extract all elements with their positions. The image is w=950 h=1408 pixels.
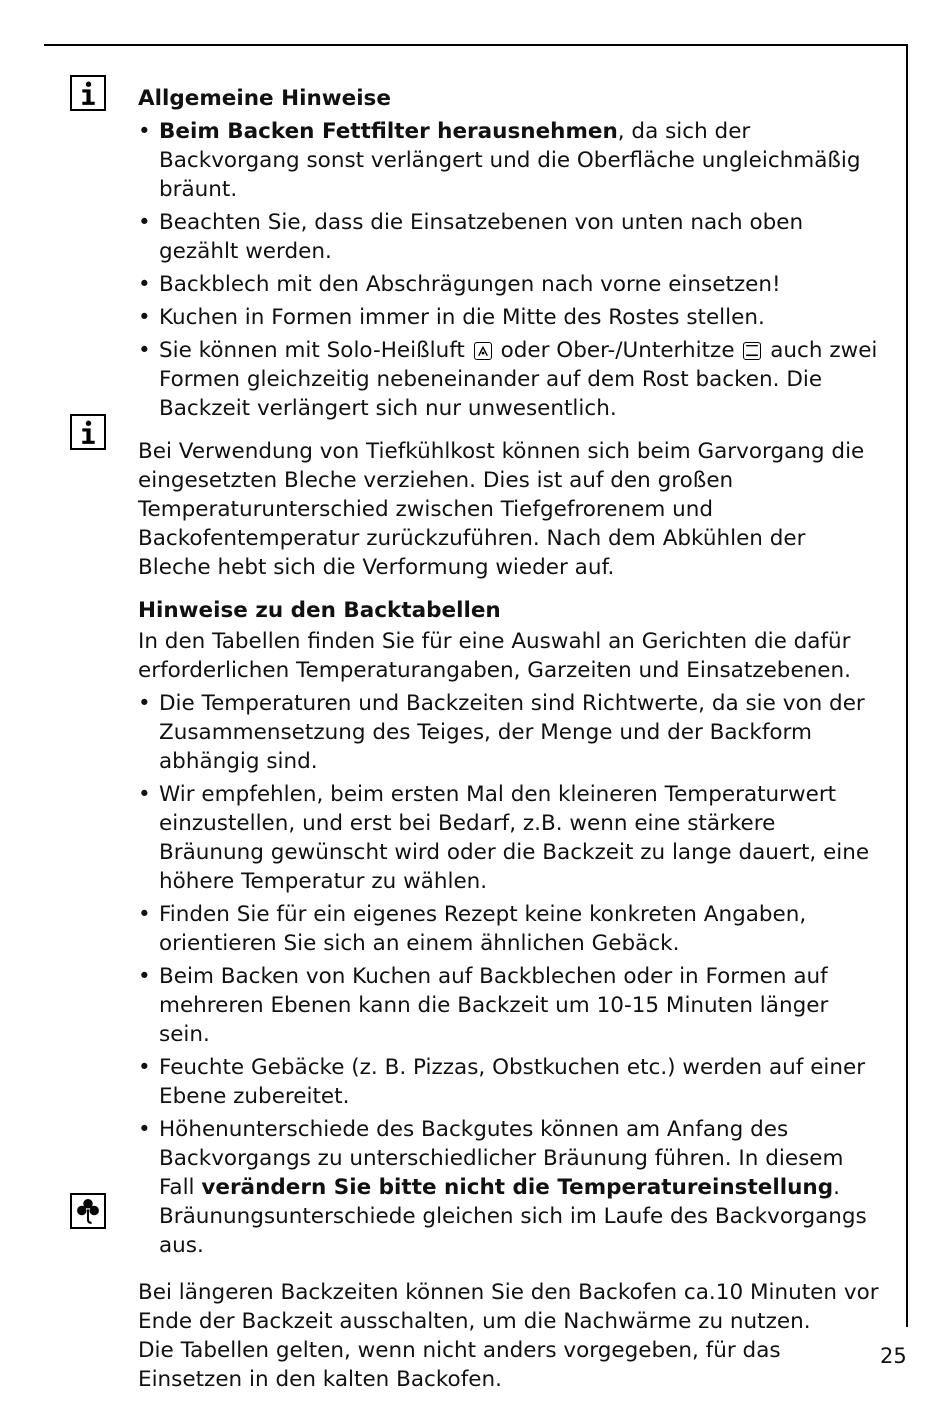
paragraph: Bei Verwendung von Tiefkühlkost können sich beim Garvorgang die eingesetzten Bleche verziehen. Dies ist auf den großen Temperaturunterschied zwischen Tiefgefrorenem und Backofentemperatur zurückzuführen. Nach dem Abkühlen der Bleche hebt sich die Verformung wieder auf. — [138, 439, 865, 580]
list-item — [138, 117, 883, 204]
list-item: • Finden Sie für ein eigenes Rezept keine konkreten Angaben, orientieren Sie sich an einem ähnlichen Gebäck. — [138, 900, 883, 958]
info-icon — [70, 75, 106, 111]
section-heading: Allgemeine Hinweise — [138, 86, 391, 111]
general-notes-section — [138, 84, 883, 423]
right-rule — [906, 44, 908, 1327]
bullet-list — [138, 689, 883, 1260]
fan-oven-icon — [474, 342, 492, 360]
section-heading: Hinweise zu den Backtabellen — [138, 598, 501, 623]
item-text: oder Ober-/Unterhitze — [500, 338, 735, 363]
item-text: . Bräunungsunterschiede gleichen sich im Laufe des Backvorgangs aus. — [159, 1175, 867, 1258]
bullet-list — [138, 117, 883, 423]
item-text: , da sich der Backvorgang sonst verlängert und die Oberfläche ungleichmäßig bräunt. — [159, 119, 861, 202]
page-number: 25 — [880, 1344, 907, 1368]
page-content — [138, 84, 883, 1408]
baking-table-notes-section — [138, 596, 883, 1260]
item-text: auch zwei Formen gleichzeitig nebeneinander auf dem Rost backen. Die Backzeit verlängert sich nur unwesentlich. — [159, 338, 878, 421]
item-text: Sie können mit Solo-Heißluft — [159, 338, 465, 363]
list-item — [138, 336, 883, 423]
frozen-food-section — [138, 437, 883, 582]
bold-text: Beim Backen Fettfilter herausnehmen — [159, 119, 618, 144]
list-item: • Beim Backen von Kuchen auf Backblechen oder in Formen auf mehreren Ebenen kann die Backzeit um 10-15 Minuten länger sein. — [138, 962, 883, 1049]
list-item: • Wir empfehlen, beim ersten Mal den kleineren Temperaturwert einzustellen, und erst bei Bedarf, z.B. wenn eine stärkere Bräunung gewünscht wird oder die Backzeit zu lange dauert, eine höhere Temperatur zu wählen. — [138, 780, 883, 896]
list-item: • Beachten Sie, dass die Einsatzebenen von unten nach oben gezählt werden. — [138, 208, 883, 266]
cloverleaf-icon — [70, 1193, 106, 1229]
top-bottom-heat-icon — [743, 342, 761, 360]
energy-saving-section — [138, 1278, 883, 1394]
paragraph: Die Tabellen gelten, wenn nicht anders vorgegeben, für das Einsetzen in den kalten Backofen. — [138, 1338, 781, 1392]
list-item: • Kuchen in Formen immer in die Mitte des Rostes stellen. — [138, 303, 883, 332]
paragraph: Bei längeren Backzeiten können Sie den Backofen ca.10 Minuten vor Ende der Backzeit ausschalten, um die Nachwärme zu nutzen. — [138, 1280, 879, 1334]
top-rule — [44, 44, 908, 46]
list-item — [138, 1115, 883, 1260]
list-item: • Backblech mit den Abschrägungen nach vorne einsetzen! — [138, 270, 883, 299]
list-item: • Feuchte Gebäcke (z. B. Pizzas, Obstkuchen etc.) werden auf einer Ebene zubereitet. — [138, 1053, 883, 1111]
paragraph: In den Tabellen finden Sie für eine Auswahl an Gerichten die dafür erforderlichen Temperaturangaben, Garzeiten und Einsatzebenen. — [138, 629, 851, 683]
bold-text: verändern Sie bitte nicht die Temperatureinstellung — [201, 1175, 834, 1200]
item-text: Höhenunterschiede des Backgutes können am Anfang des Backvorgangs zu unterschiedlicher Bräunung führen. In diesem Fall — [159, 1117, 844, 1200]
info-icon — [70, 414, 106, 450]
list-item: • Die Temperaturen und Backzeiten sind Richtwerte, da sie von der Zusammensetzung des Teiges, der Menge und der Backform abhängig sind. — [138, 689, 883, 776]
